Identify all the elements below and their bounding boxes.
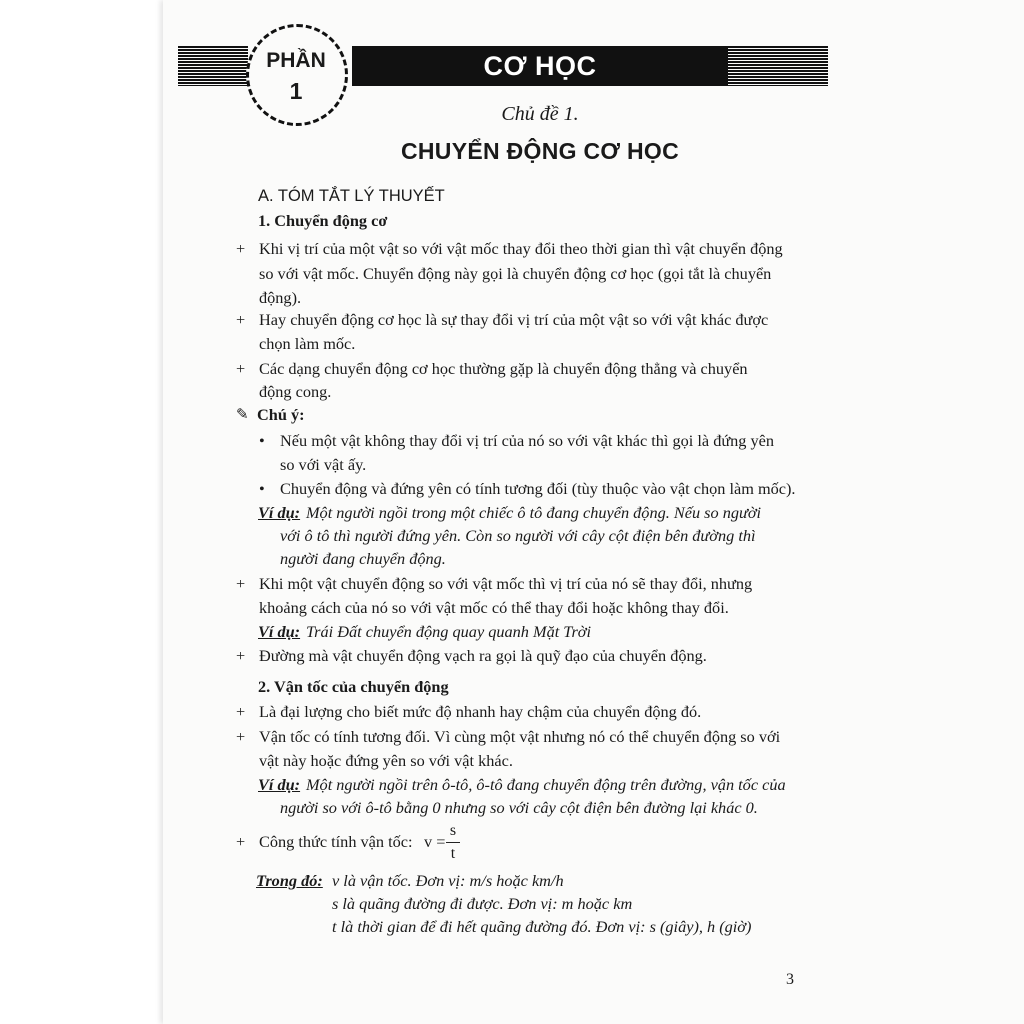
- note-label: Chú ý:: [257, 405, 305, 424]
- bullet-plus: +: [236, 310, 246, 329]
- example-line: Một người ngồi trong một chiếc ô tô đang chuyển động. Nếu so người: [306, 503, 762, 522]
- where-line: t là thời gian để đi hết quãng đường đó. Đơn vị: s (giây), h (giờ): [332, 917, 752, 936]
- bullet-dot: •: [259, 479, 265, 498]
- paragraph-line: Các dạng chuyển động cơ học thường gặp là chuyển động thẳng và chuyển: [259, 359, 748, 378]
- note-icon: ✎: [236, 407, 249, 423]
- paragraph-line: Vận tốc có tính tương đối. Vì cùng một vật nhưng nó có thể chuyển động so với: [259, 727, 781, 746]
- bullet-plus: +: [236, 832, 246, 851]
- paragraph-line: so với vật mốc. Chuyển động này gọi là chuyển động cơ học (gọi tắt là chuyển: [259, 264, 772, 283]
- formula-lhs: v =: [424, 832, 446, 851]
- paragraph-line: động).: [259, 288, 302, 307]
- bullet-plus: +: [236, 239, 246, 258]
- where-line: s là quãng đường đi được. Đơn vị: m hoặc km: [332, 894, 633, 913]
- part-number: 1: [289, 78, 303, 104]
- part-badge: [246, 24, 348, 126]
- bullet-plus: +: [236, 727, 246, 746]
- example-line: người đang chuyển động.: [280, 549, 446, 568]
- topic-label: Chủ đề 1.: [501, 103, 579, 125]
- subsection-heading: 2. Vận tốc của chuyển động: [258, 677, 449, 696]
- paragraph-line: động cong.: [259, 382, 332, 401]
- paragraph-line: Khi vị trí của một vật so với vật mốc thay đổi theo thời gian thì vật chuyển động: [259, 239, 783, 258]
- example-label: Ví dụ:: [258, 775, 301, 794]
- formula-denominator: t: [450, 845, 456, 862]
- example-line: Trái Đất chuyển động quay quanh Mặt Trời: [306, 622, 592, 641]
- topic-title: CHUYỂN ĐỘNG CƠ HỌC: [400, 138, 680, 164]
- part-title: CƠ HỌC: [352, 46, 728, 86]
- paragraph-line: khoảng cách của nó so với vật mốc có thể thay đổi hoặc không thay đổi.: [259, 598, 729, 617]
- bullet-dot: •: [259, 431, 265, 450]
- formula-label: Công thức tính vận tốc:: [259, 832, 413, 851]
- example-line: với ô tô thì người đứng yên. Còn so người với cây cột điện bên đường thì: [280, 526, 756, 545]
- example-line: Một người ngồi trên ô-tô, ô-tô đang chuyển động trên đường, vận tốc của: [306, 775, 786, 794]
- paragraph-line: so với vật ấy.: [280, 455, 367, 474]
- paragraph-line: Đường mà vật chuyển động vạch ra gọi là quỹ đạo của chuyển động.: [259, 646, 707, 665]
- page-number: 3: [786, 971, 794, 988]
- example-line: người so với ô-tô bằng 0 nhưng so với cây cột điện bên đường lại khác 0.: [280, 798, 758, 817]
- paragraph-line: vật này hoặc đứng yên so với vật khác.: [259, 751, 513, 770]
- paragraph-line: Chuyển động và đứng yên có tính tương đối (tùy thuộc vào vật chọn làm mốc).: [280, 479, 796, 498]
- example-label: Ví dụ:: [258, 622, 301, 641]
- subsection-heading: 1. Chuyển động cơ: [258, 211, 388, 230]
- example-label: Ví dụ:: [258, 503, 301, 522]
- part-label: PHẦN: [266, 49, 326, 72]
- bullet-plus: +: [236, 574, 246, 593]
- section-heading: A. TÓM TẮT LÝ THUYẾT: [258, 187, 445, 205]
- bullet-plus: +: [236, 359, 246, 378]
- where-label: Trong đó:: [256, 871, 323, 890]
- bullet-plus: +: [236, 702, 246, 721]
- header-stripe-left: [178, 46, 248, 86]
- paragraph-line: Là đại lượng cho biết mức độ nhanh hay chậm của chuyển động đó.: [259, 702, 702, 721]
- paragraph-line: Khi một vật chuyển động so với vật mốc thì vị trí của nó sẽ thay đổi, nhưng: [259, 574, 753, 593]
- paragraph-line: Nếu một vật không thay đổi vị trí của nó so với vật khác thì gọi là đứng yên: [280, 431, 775, 450]
- paragraph-line: Hay chuyển động cơ học là sự thay đổi vị trí của một vật so với vật khác được: [259, 310, 769, 329]
- formula-numerator: s: [449, 822, 457, 839]
- fraction-bar: [446, 842, 460, 843]
- paragraph-line: chọn làm mốc.: [259, 334, 356, 353]
- bullet-plus: +: [236, 646, 246, 665]
- where-line: v là vận tốc. Đơn vị: m/s hoặc km/h: [332, 871, 564, 890]
